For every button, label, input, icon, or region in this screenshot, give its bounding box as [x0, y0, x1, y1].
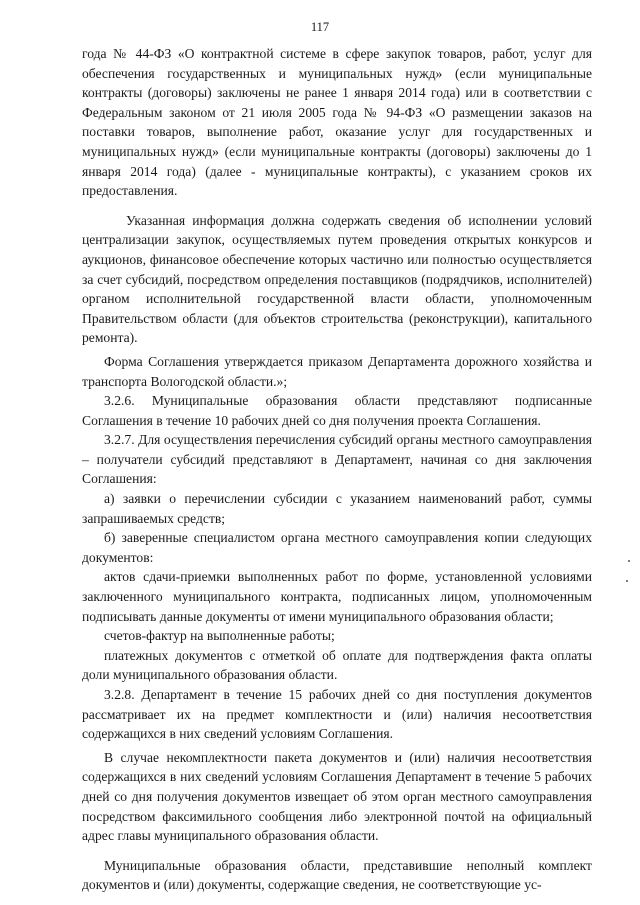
- paragraph-3-2-6: 3.2.6. Муниципальные образования области представляют подписанные Соглашения в течение 10 рабочих дней со дня получения проекта Соглашения.: [82, 393, 592, 428]
- paragraph-3-2-8: 3.2.8. Департамент в течение 15 рабочих дней со дня поступления документов рассматривает их на предмет комплектности и (или) наличия несоответствия содержащихся в них сведений условиям Соглашения.: [82, 687, 592, 742]
- list-item-b: б) заверенные специалистом органа местного самоуправления копии следующих документов:: [82, 530, 592, 565]
- list-item-acts: актов сдачи-приемки выполненных работ по форме, установленной условиями заключенного муниципального контракта, подписанных лицом, уполномоченным подписывать данные документы от имени муниципального образования области;: [82, 569, 592, 624]
- scan-speck: [626, 580, 628, 582]
- list-item-payment-docs: платежных документов с отметкой об оплате для подтверждения факта оплаты доли муниципального образования области.: [82, 647, 592, 683]
- list-item-a: а) заявки о перечислении субсидии с указанием наименований работ, суммы запрашиваемых средств;: [82, 491, 592, 526]
- list-item-invoices: счетов-фактур на выполненные работы;: [104, 628, 335, 644]
- paragraph-incompleteness: В случае некомплектности пакета документов и (или) наличия несоответствия содержащихся в них сведений условиям Соглашения Департамент в течение 5 рабочих дней со дня получения документов извещает об этом орган местного самоуправления посредством факсимильного сообщения либо электронной почтой на официальный адрес главы муниципального образования области.: [82, 749, 592, 844]
- scan-speck: [628, 560, 630, 562]
- paragraph-3-2-7: 3.2.7. Для осуществления перечисления субсидий органы местного самоуправления – получатели субсидий представляют в Департамент, начиная со дня заключения Соглашения:: [82, 432, 592, 487]
- paragraph-continuation-44fz: года № 44-ФЗ «О контрактной системе в сфере закупок товаров, работ, услуг для обеспечения государственных и муниципальных нужд» (если муниципальные контракты (договоры) заключены не ранее 1 января 2014 года) или в соответствии с Федеральным законом от 21 июля 2005 года № 94-ФЗ «О размещении заказов на поставки товаров, выполнение работ, оказание услуг для государственных и муниципальных нужд» (если муниципальные контракты (договоры) заключены до 1 января 2014 года) (далее - муниципальные контракты), с указанием сроков их предоставления.: [82, 46, 592, 199]
- page-number: 117: [310, 20, 330, 34]
- paragraph-incomplete-submission: Муниципальные образования области, представившие неполный комплект документов и (или) документы, содержащие сведения, не соответствующие ус-: [82, 857, 592, 893]
- paragraph-info-requirements: Указанная информация должна содержать сведения об исполнении условий централизации закупок, осуществляемых путем проведения открытых конкурсов и аукционов, финансовое обеспечение которых частично или полностью осуществляется за счет субсидий, посредством определения поставщиков (подрядчиков, исполнителей) органом исполнительной государственной власти области, уполномоченным Правительством области (для объектов строительства (реконструкции), капитального ремонта).: [82, 212, 592, 346]
- paragraph-agreement-form: Форма Соглашения утверждается приказом Департамента дорожного хозяйства и транспорта Вологодской области.»;: [82, 353, 592, 389]
- document-body: [82, 44, 592, 895]
